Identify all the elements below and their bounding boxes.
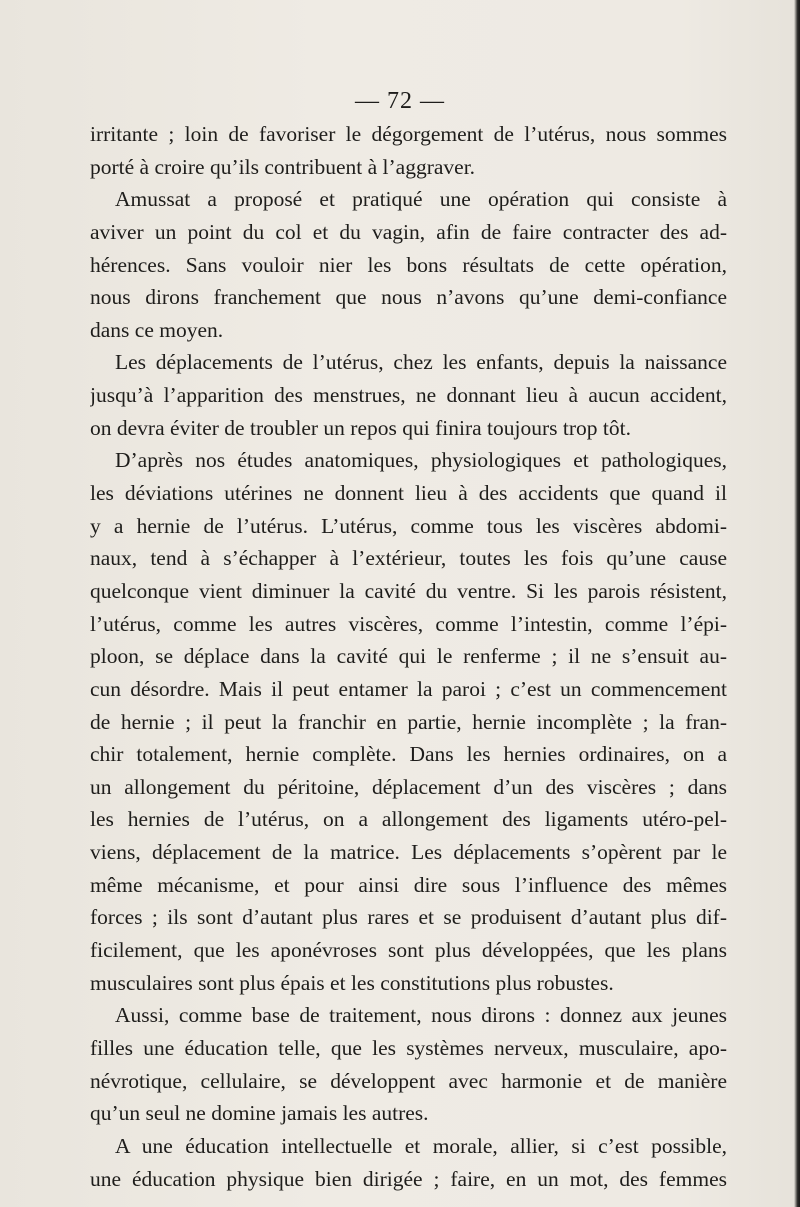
text-line: ploon, se déplace dans la cavité qui le renferme ; il ne s’ensuit au- xyxy=(90,644,727,669)
text-line: Amussat a proposé et pratiqué une opération qui consiste à xyxy=(115,187,727,212)
text-line: dans ce moyen. xyxy=(90,317,224,342)
text-line: même mécanisme, et pour ainsi dire sous l’influence des mêmes xyxy=(90,872,727,897)
text-line: quelconque vient diminuer la cavité du ventre. Si les parois résistent, xyxy=(90,578,727,603)
text-line: cun désordre. Mais il peut entamer la paroi ; c’est un commencement xyxy=(90,676,727,701)
text-line: musculaires sont plus épais et les constitutions plus robustes. xyxy=(90,970,614,995)
text-line: hérences. Sans vouloir nier les bons résultats de cette opération, xyxy=(90,252,727,277)
page-edge-shadow xyxy=(794,0,800,1207)
text-line: y a hernie de l’utérus. L’utérus, comme tous les viscères abdomi- xyxy=(90,513,727,538)
text-line: une éducation physique bien dirigée ; faire, en un mot, des femmes xyxy=(90,1166,727,1191)
text-line: forces ; ils sont d’autant plus rares et se produisent d’autant plus dif- xyxy=(90,905,727,930)
text-line: Aussi, comme base de traitement, nous dirons : donnez aux jeunes xyxy=(115,1003,727,1028)
text-line: naux, tend à s’échapper à l’extérieur, toutes les fois qu’une cause xyxy=(90,546,727,571)
text-line: ficilement, que les aponévroses sont plus développées, que les plans xyxy=(90,938,727,963)
text-line: jusqu’à l’apparition des menstrues, ne donnant lieu à aucun accident, xyxy=(90,383,727,408)
text-line: de hernie ; il peut la franchir en partie, hernie incomplète ; la fran- xyxy=(90,709,727,734)
text-line: aviver un point du col et du vagin, afin de faire contracter des ad- xyxy=(90,219,727,244)
text-line: on devra éviter de troubler un repos qui finira toujours trop tôt. xyxy=(90,415,631,440)
text-line: Les déplacements de l’utérus, chez les enfants, depuis la naissance xyxy=(115,350,727,375)
text-line: les hernies de l’utérus, on a allongement des ligaments utéro-pel- xyxy=(90,807,727,832)
text-line: un allongement du péritoine, déplacement d’un des viscères ; dans xyxy=(90,774,727,799)
text-line: porté à croire qu’ils contribuent à l’aggraver. xyxy=(90,154,476,179)
text-line: D’après nos études anatomiques, physiologiques et pathologiques, xyxy=(115,448,727,473)
text-line: qu’un seul ne domine jamais les autres. xyxy=(90,1101,429,1126)
text-line: A une éducation intellectuelle et morale, allier, si c’est possible, xyxy=(115,1133,727,1158)
page-number: — 72 — xyxy=(355,88,445,114)
text-line: névrotique, cellulaire, se développent avec harmonie et de manière xyxy=(90,1068,727,1093)
text-line: l’utérus, comme les autres viscères, comme l’intestin, comme l’épi- xyxy=(90,611,727,636)
text-line: irritante ; loin de favoriser le dégorgement de l’utérus, nous sommes xyxy=(90,122,727,146)
text-line: viens, déplacement de la matrice. Les déplacements s’opèrent par le xyxy=(90,840,727,865)
text-line: nous dirons franchement que nous n’avons qu’une demi-confiance xyxy=(90,285,727,310)
text-line: filles une éducation telle, que les systèmes nerveux, musculaire, apo- xyxy=(90,1035,727,1060)
body-text xyxy=(90,118,727,1195)
text-line: chir totalement, hernie complète. Dans les hernies ordinaires, on a xyxy=(90,742,727,767)
text-line: les déviations utérines ne donnent lieu à des accidents que quand il xyxy=(90,481,727,506)
